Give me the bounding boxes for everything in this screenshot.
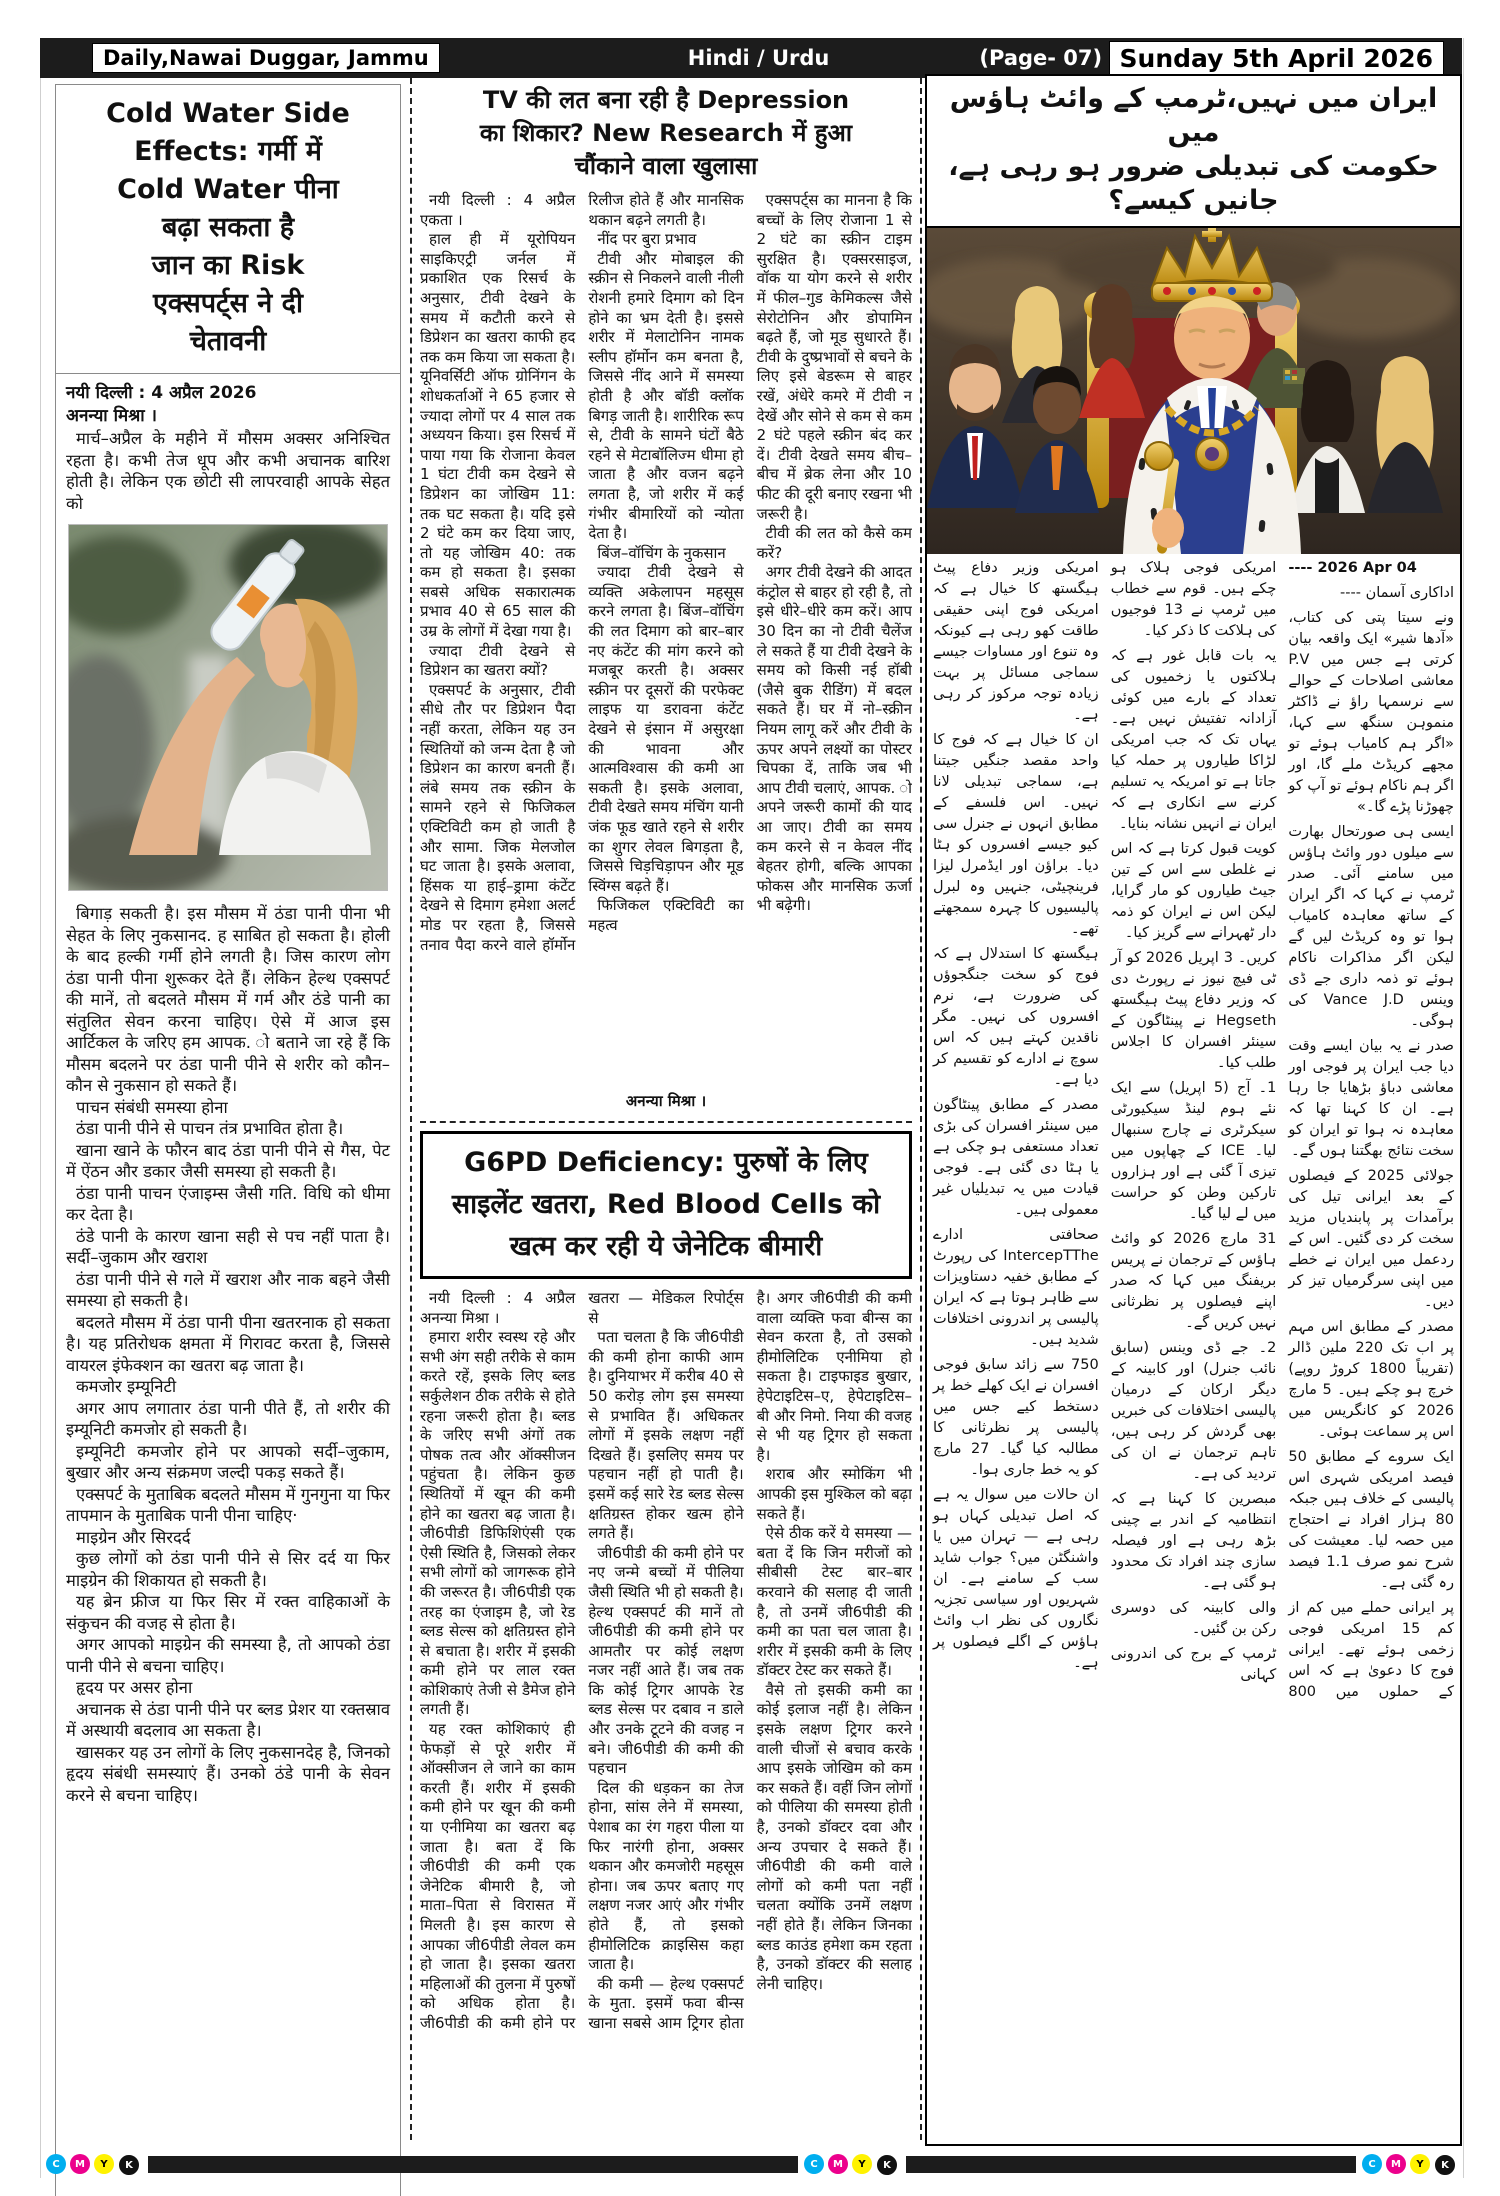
article-urdu-trump	[925, 74, 1462, 2146]
paragraph: पता चलता है कि जी6पीडी की कमी होना काफी आम है। दुनियाभर में करीब 40 से 50 करोड़ लोग इस समस्या से प्रभावित हैं। अधिकतर लोगों में इसके लक्षण नहीं दिखते हैं। इसलिए समय पर पहचान नहीं हो पाती है। इसमें कई सारे रेड ब्लड सेल्स क्षतिग्रस्त होकर खत्म होने लगते हैं।	[588, 1328, 744, 1543]
paragraph: खाना खाने के फौरन बाद ठंडा पानी पीने से गैस, पेट में ऐंठन और डकार जैसी समस्या हो सकती है।	[66, 1140, 390, 1181]
paragraph: جولائی 2025 کے فیصلوں کے بعد ایرانی تیل کی برآمدات پر پابندیاں مزید سخت کر دی گئیں۔ اس کے ردعمل میں ایران نے خطے میں اپنی سرگرمیاں تیز کر دیں۔	[1288, 1168, 1454, 1310]
paragraph: 750 سے زائد سابق فوجی افسران نے ایک کھلے خط پر دستخط کیے جس میں پالیسی پر نظرثانی کا مطالبہ کیا گیا۔ 27 مارچ کو یہ خط جاری ہوا۔	[933, 1357, 1099, 1478]
language-label: Hindi / Urdu	[687, 46, 830, 70]
urdu-dateline: ---- 2026 Apr 04	[1288, 560, 1417, 576]
paragraph: ठंडा पानी पीने से पाचन तंत्र प्रभावित होता है।	[76, 1119, 344, 1138]
paragraph: यह ब्रेन फ्रीज या फिर सिर में रक्त वाहिकाओं के संकुचन की वजह से होता है।	[66, 1592, 390, 1633]
cmyk-marks-left	[46, 2154, 140, 2176]
magenta-mark: M	[1386, 2154, 1406, 2174]
headline-line: चौंकाने वाला खुलासा	[574, 152, 758, 180]
headline-line: TV की लत बना रही है Depression	[482, 86, 850, 114]
paragraph: नींद पर बुरा प्रभाव	[597, 230, 697, 249]
paragraph: ان حالات میں سوال یہ ہے کہ اصل تبدیلی کہاں ہو رہی ہے — تہران میں یا واشنگٹن میں؟ جواب شاید سب کے سامنے ہے۔ ان شہریوں اور سیاسی تجزیہ نگاروں کی نظر اب وائٹ ہاؤس کے اگلے فیصلوں پر ہے۔	[933, 1487, 1099, 1671]
print-bar-right	[906, 2156, 1356, 2173]
paragraph: वैसे तो इसकी कमी का कोई इलाज नहीं है। लेकिन इसके लक्षण ट्रिगर करने वाली चीजों से बचाव करके आप इसके जोखिम को कम कर सकते हैं। वहीं जिन लोगों को पीलिया की समस्या होती है, उनको डॉक्टर दवा और अन्य उपचार दे सकते हैं। जी6पीडी की कमी वाले लोगों को कमी पता नहीं चलता क्योंकि उनमें लक्षण नहीं होते हैं। लेकिन जिनका ब्लड काउंड हमेशा कम रहता है, उनको डॉक्टर की सलाह लेनी चाहिए।	[756, 1680, 912, 1993]
paragraph: ज्यादा टीवी देखने से डिप्रेशन का खतरा क्यों?	[420, 641, 576, 680]
paragraph: नयी दिल्ली : 4 अप्रैल एकता ।	[420, 191, 576, 229]
paragraph: ونے سیتا پتی کی کتاب، «آدھا شیر» ایک واقعہ بیان کرتی ہے جس میں P.V معاشی اصلاحات کے حوالے سے نرسمہا راؤ نے ڈاکٹر منموہن سنگھ سے کہا، «اگر ہم کامیاب ہوئے تو مجھے کریڈٹ ملے گا، اور اگر ہم ناکام ہوئے تو آپ کو چھوڑنا پڑے گا۔»	[1288, 610, 1454, 815]
cold-water-body	[55, 374, 401, 2196]
tv-article-headline	[420, 78, 912, 183]
urdu-headline	[927, 76, 1460, 228]
paragraph: फिजिकल एक्टिविटी का महत्व	[588, 896, 744, 934]
paragraph: کریں۔ 3 اپریل 2026 کو آر ٹی فیچ نیوز نے رپورٹ دی کہ وزیر دفاع پیٹ ہیگستھ Hegseth نے پینٹاگون کے سینئر افسران کا اجلاس طلب کیا۔	[1110, 950, 1277, 1071]
article-cold-water	[55, 84, 401, 2196]
paragraph: इम्यूनिटी कमजोर होने पर आपको सर्दी–जुकाम, बुखार और अन्य संक्रमण जल्दी पकड़ सकते हैं।	[66, 1441, 390, 1482]
paragraph: एक्सपर्ट्स का मानना है कि बच्चों के लिए रोजाना 1 से 2 घंटे का स्क्रीन टाइम सुरक्षित है। एक्सरसाइज, वॉक या योग करने से शरीर में फील–गुड केमिकल्स जैसे सेरोटोनिन और डोपामिन बढ़ते हैं, जो मूड सुधारते हैं। टीवी के दुष्प्रभावों से बचने के लिए इसे बेडरूम से बाहर रखें, अंधेरे कमरे में टीवी न देखें और सोने से कम से कम 2 घंटे पहले स्क्रीन बंद कर दें। टीवी देखते समय बीच–बीच में ब्रेक लेना और 10 फीट की दूरी बनाए रखना भी जरूरी है।	[756, 191, 912, 523]
tv-article-columns	[420, 191, 912, 1091]
paragraph: مبصرین کا کہنا ہے کہ انتظامیہ کے اندر بے چینی بڑھ رہی ہے اور فیصلہ سازی چند افراد تک محدود ہو گئی ہے۔	[1110, 1491, 1277, 1591]
print-marks-row	[40, 2152, 1462, 2178]
photo-trump-as-king	[927, 228, 1460, 554]
cyan-mark: C	[1362, 2154, 1382, 2174]
paragraph: والی کابینہ کی دوسری رکن بن گئیں۔	[1110, 1600, 1277, 1637]
paragraph: 1۔ آج (5 اپریل) سے ایک نئے ہوم لینڈ سیکیورٹی سیکرٹری نے چارج سنبھال لیا۔ ICE کے چھاپوں میں تیزی آ گئی ہے اور ہزاروں تارکین وطن کو حراست میں لے لیا گیا۔	[1110, 1080, 1277, 1222]
g6pd-columns	[420, 1289, 912, 2117]
paragraph: ठंडा पानी पाचन एंजाइम्स जैसी गति. विधि को धीमा कर देता है।	[66, 1183, 390, 1224]
masthead-bar	[40, 38, 1462, 78]
paragraph: कमजोर इम्यूनिटी	[76, 1377, 177, 1396]
paragraph: पाचन संबंधी समस्या होना	[76, 1097, 228, 1117]
magenta-mark: M	[70, 2154, 90, 2174]
paragraph: کویت قبول کرتا ہے کہ اس نے غلطی سے اس کے تین جیٹ طیاروں کو مار گرایا، لیکن اس نے ایران کو ذمہ دار ٹھہرانے سے گریز کیا۔	[1110, 841, 1277, 941]
issue-date: Sunday 5th April 2026	[1109, 41, 1444, 76]
paragraph: हृदय पर असर होना	[76, 1678, 193, 1697]
black-mark: K	[1434, 2154, 1456, 2176]
paragraph: खासकर यह उन लोगों के लिए नुकसानदेह है, जिनको हृदय संबंधी समस्याएं हैं। उनको ठंडे पानी के सेवन करने से बचना चाहिए।	[66, 1742, 390, 1805]
g6pd-headline	[420, 1131, 912, 1279]
paragraph: ایک سروے کے مطابق 50 فیصد امریکی شہری اس پالیسی کے خلاف ہیں جبکہ 80 ہزار افراد نے احتجاج میں حصہ لیا۔ معیشت کی شرح نمو صرف 1.1 فیصد رہ گئی ہے۔	[1288, 1449, 1454, 1591]
author: अनन्या मिश्रा ।	[66, 406, 157, 426]
paragraph: अगर टीवी देखने की आदत कंट्रोल से बाहर हो रही है, तो इसे धीरे–धीरे कम करें। आप 30 दिन का नो टीवी चैलेंज ले सकते हैं या टीवी देखने के समय को किसी नई हॉबी (जैसे बुक रीडिंग) में बदल सकते हैं। घर में नो–स्क्रीन नियम लागू करें और टीवी के ऊपर अपने लक्ष्यों का पोस्टर चिपका दें, ताकि जब भी आप टीवी चलाएं, आपक. ो अपने जरूरी कामों की याद आ जाए। टीवी का समय कम करने से न केवल नींद बेहतर होगी, बल्कि आपका फोकस और मानसिक ऊर्जा भी बढ़ेगी।	[756, 563, 912, 915]
headline-line: एक्सपर्ट्स ने दी	[152, 288, 304, 319]
headline-line: Cold Water पीना	[117, 174, 339, 205]
paragraph: माइग्रेन और सिरदर्द	[76, 1527, 191, 1547]
cold-water-paragraphs	[66, 903, 390, 1806]
paragraph: ऐसे ठीक करें ये समस्या — बता दें कि जिन मरीजों को सीबीसी टेस्ट बार–बार करवाने की सलाह दी जाती है, तो उनमें जी6पीडी की कमी का पता चल जाता है। शरीर में इसकी कमी के लिए डॉक्टर टेस्ट कर सकते हैं।	[756, 1524, 912, 1680]
paragraph: ज्यादा टीवी देखने से व्यक्ति अकेलापन महसूस करने लगता है। बिंज–वॉचिंग की लत दिमाग को बार–बार नए कंटेंट की मांग करने को मजबूर करती है। अक्सर स्क्रीन पर दूसरों की परफेक्ट लाइफ या डरावना कंटेंट देखने से इंसान में असुरक्षा की भावना और आत्मविश्वास की कमी आ सकती है। इसके अलावा, टीवी देखते समय मंचिंग यानी जंक फूड खाते रहने से शरीर का शुगर लेवल बिगड़ता है, जिससे चिड़चिड़ापन और मूड स्विंग्स बढ़ते हैं।	[588, 563, 744, 895]
cold-water-headline	[55, 84, 401, 374]
paragraph: 2۔ جے ڈی وینس (سابق نائب جنرل) اور کابینہ کے دیگر ارکان کے درمیان پالیسی اختلافات کی خبریں بھی گردش کر رہی ہیں، تاہم ترجمان نے ان کی تردید کی ہے۔	[1110, 1340, 1277, 1482]
paragraph: की कमी — हेल्थ एक्सपर्ट के मुता. इसमें फवा बीन्स खाना सबसे आम ट्रिगर होता है। अगर जी6पीडी की कमी वाला व्यक्ति फवा बीन्स का सेवन करता है, तो उसको हीमोलिटिक एनीमिया हो सकता है। टाइफाइड बुखार, हेपेटाइटिस–ए, हेपेटाइटिस–बी और निमो. निया की वजह से भी यह ट्रिगर हो सकता है।	[588, 1289, 912, 2032]
headline-line: G6PD Deficiency: पुरुषों के लिए	[464, 1147, 868, 1178]
paragraph: अगर आपको माइग्रेन की समस्या है, तो आपको ठंडा पानी पीने से बचना चाहिए।	[66, 1635, 390, 1676]
tv-article-signoff: अनन्या मिश्रा ।	[625, 1092, 707, 1110]
paragraph: ठंडे पानी के कारण खाना सही से पच नहीं पाता है।सर्दी–जुकाम और खराश	[66, 1226, 390, 1267]
dateline: नयी दिल्ली : 4 अप्रैल 2026	[66, 383, 257, 403]
paragraph: ان کا خیال ہے کہ فوج کا واحد مقصد جنگیں جیتنا ہے، سماجی تبدیلی لانا نہیں۔ اس فلسفے کے مطابق انہوں نے جنرل سی کیو جیسے افسروں کو ہٹا دیا۔ براؤن اور ایڈمرل لیزا فرینچیٹی، جنہیں وہ لبرل پالیسیوں کا چہرہ سمجھتے تھے۔	[933, 732, 1099, 937]
headline-line: Effects: गर्मी में	[134, 136, 322, 167]
print-bar-left	[148, 2156, 798, 2173]
cold-water-intro	[66, 428, 390, 514]
paragraph: ہیگستھ کا استدلال ہے کہ فوج کو سخت جنگجوؤں کی ضرورت ہے، نرم افسروں کی نہیں۔ مگر ناقدین کہتے ہیں کہ اس سوچ نے ادارے کو تقسیم کر دیا ہے۔	[933, 946, 1099, 1088]
cmyk-marks-center	[804, 2154, 898, 2176]
paragraph: हमारा शरीर स्वस्थ रहे और सभी अंग सही तरीके से काम करते रहें, इसके लिए ब्लड सर्कुलेशन ठीक तरीके से होते रहना जरूरी होता है। ब्लड के जरिए सभी अंगों तक पोषक तत्व और ऑक्सीजन पहुंचता है। लेकिन कुछ स्थितियों में खून की कमी होने का खतरा बढ़ जाता है। जी6पीडी डिफिशिएंसी एक ऐसी स्थिति है, जिसको लेकर सभी लोगों को जागरूक होने की जरूरत है। जी6पीडी एक तरह का एंजाइम है, जो रेड ब्लड सेल्स को क्षतिग्रस्त होने से बचाता है। शरीर में इसकी कमी होने पर लाल रक्त कोशिकाएं तेजी से डैमेज होने लगती हैं।	[420, 1328, 576, 1719]
article-divider	[420, 1121, 912, 1123]
yellow-mark: Y	[852, 2154, 872, 2174]
headline-line: साइलेंट खतरा, Red Blood Cells को	[451, 1189, 881, 1220]
yellow-mark: Y	[94, 2154, 114, 2174]
paragraph: एक्सपर्ट के मुताबिक बदलते मौसम में गुनगुना या फिर तापमान के मुताबिक पानी पीना चाहिए·	[66, 1484, 390, 1525]
paragraph: कुछ लोगों को ठंडा पानी पीने से सिर दर्द या फिर माइग्रेन की शिकायत हो सकती है।	[66, 1549, 390, 1590]
photo-woman-drinking-water	[68, 524, 388, 891]
paragraph: امریکی وزیر دفاع پیٹ ہیگستھ کا خیال ہے کہ امریکی فوج اپنی حقیقی طاقت کھو رہی ہے کیونکہ وہ تنوع اور مساوات جیسے سماجی مسائل پر بہت زیادہ توجہ مرکوز کر رہی ہے۔	[933, 560, 1099, 723]
paragraph: 31 مارچ 2026 کو وائٹ ہاؤس کے ترجمان نے پریس بریفنگ میں کہا کہ صدر اپنے فیصلوں پر نظرثانی نہیں کریں گے۔	[1110, 1231, 1277, 1331]
paragraph: मार्च–अप्रैल के महीने में मौसम अक्सर अनिश्चित रहता है। कभी तेज धूप और कभी अचानक बारिश होती है। लेकिन एक छोटी सी लापरवाही आपके सेहत को	[66, 429, 390, 513]
paragraph: ایسی ہی صورتحال بھارت سے میلوں دور وائٹ ہاؤس میں سامنے آئی۔ صدر ٹرمپ نے کہا کہ اگر ایران کے ساتھ معاہدہ کامیاب ہوا تو وہ کریڈٹ لیں گے لیکن اگر مذاکرات ناکام ہوئے تو ذمہ داری جے ڈی وینس Vance J.D کی ہوگی۔	[1288, 824, 1454, 1029]
magenta-mark: M	[828, 2154, 848, 2174]
paragraph: अगर आप लगातार ठंडा पानी पीते हैं, तो शरीर की इम्यूनिटी कमजोर हो सकती है।	[66, 1398, 390, 1439]
headline-line: जान का Risk	[151, 250, 305, 281]
headline-line: बढ़ा सकता है	[161, 212, 295, 243]
cmyk-marks-right	[1362, 2154, 1456, 2176]
paragraph: مصدر کے مطابق اس مہم پر اب تک 220 ملین ڈالر (تقریباً 1800 کروڑ روپے) خرچ ہو چکے ہیں۔ 5 مارچ 2026 کو کانگریس میں اس پر سماعت ہوئی۔	[1288, 1319, 1455, 1440]
paragraph: ٹرمپ کے برج کی اندرونی کہانی	[1110, 1646, 1277, 1683]
yellow-mark: Y	[1410, 2154, 1430, 2174]
paragraph: यह रक्त कोशिकाएं ही फेफड़ों से पूरे शरीर में ऑक्सीजन ले जाने का काम करती हैं। शरीर में इसकी कमी होने पर खून की कमी या एनीमिया का खतरा बढ़ जाता है। बता दें कि जी6पीडी की कमी एक जेनेटिक बीमारी है, जो माता–पिता से विरासत में मिलती है। इस कारण से आपका जी6पीडी लेवल कम हो जाता है। इसका खतरा महिलाओं की तुलना में पुरुषों को अधिक होता है। जी6पीडी की कमी होने पर खतरा — मेडिकल रिपोर्ट्स से	[420, 1289, 744, 2032]
headline-line: ایران میں نہیں،ٹرمپ کے وائٹ ہاؤس میں	[949, 83, 1438, 148]
paragraph: پر ایرانی حملے میں کم از کم 15 امریکی فوجی زخمی ہوئے تھے۔ ایرانی فوج کا دعویٰ ہے کہ اس کے حملوں میں 800 امریکی فوجی ہلاک ہو چکے ہیں۔ قوم سے خطاب میں ٹرمپ نے 13 فوجیوں کی ہلاکت کا ذکر کیا۔	[1110, 560, 1454, 1700]
paragraph: बिंज–वॉचिंग के नुकसान	[597, 543, 726, 562]
middle-articles	[410, 78, 922, 2140]
paragraph: बदलते मौसम में ठंडा पानी पीना खतरनाक हो सकता है। यह प्रतिरोधक क्षमता में गिरावट करता है, जिससे वायरल इंफेक्शन का खतरा बढ़ जाता है।	[66, 1312, 390, 1375]
paragraph: टीवी की लत को कैसे कम करें?	[756, 524, 912, 562]
black-mark: K	[118, 2154, 140, 2176]
paragraph: अचानक से ठंडा पानी पीने पर ब्लड प्रेशर या रक्तस्राव में अस्थायी बदलाव आ सकता है।	[66, 1699, 390, 1740]
urdu-columns	[927, 558, 1460, 2188]
paragraph: दिल की धड़कन का तेज होना, सांस लेने में समस्या, पेशाब का रंग गहरा पीला या फिर नारंगी होना, अक्सर थकान और कमजोरी महसूस होना। जब ऊपर बताए गए लक्षण नजर आएं और गंभीर होते हैं, तो इसको हीमोलिटिक क्राइसिस कहा जाता है।	[588, 1778, 744, 1974]
page-number: (Page- 07)	[979, 46, 1103, 70]
headline-line: खत्म कर रही ये जेनेटिक बीमारी	[509, 1231, 823, 1262]
paragraph: مصدر کے مطابق پینٹاگون میں سینئر افسران کی بڑی تعداد مستعفی ہو چکی ہے یا ہٹا دی گئی ہے۔ فوجی قیادت میں یہ تبدیلیاں غیر معمولی ہیں۔	[933, 1097, 1099, 1218]
paragraph: एक्सपर्ट के अनुसार, टीवी सीधे तौर पर डिप्रेशन पैदा नहीं करता, लेकिन यह उन स्थितियों को जन्म देता है जो डिप्रेशन का कारण बनती हैं। लंबे समय तक स्क्रीन के सामने रहने से फिजिकल एक्टिविटी कम हो जाती है और सामा. जिक मेलजोल घट जाता है। इसके अलावा, हिंसक या हाई–ड्रामा कंटेंट देखने से दिमाग हमेशा अलर्ट मोड पर रहता है, जिससे तनाव पैदा करने वाले हॉर्मोन रिलीज होते हैं और मानसिक थकान बढ़ने लगती है।	[420, 191, 744, 954]
cyan-mark: C	[804, 2154, 824, 2174]
paragraph: یہ بات قابل غور ہے کہ ہلاکتوں یا زخمیوں کی تعداد کے بارے میں کوئی آزادانہ تفتیش نہیں ہے۔ یہاں تک کہ جب امریکی لڑاکا طیاروں پر حملہ کیا جاتا ہے تو امریکہ یہ تسلیم کرنے سے انکاری ہے کہ ایران نے انہیں نشانہ بنایا۔	[1110, 648, 1277, 832]
paragraph: टीवी और मोबाइल की स्क्रीन से निकलने वाली नीली रोशनी हमारे दिमाग को दिन होने का भ्रम देती है। इससे शरीर में मेलाटोनिन नामक स्लीप हॉर्मोन कम बनता है, जिससे नींद आने में समस्या होती है और बॉडी क्लॉक बिगड़ जाती है। शारीरिक रूप से, टीवी के सामने घंटों बैठे रहने से मेटाबॉलिज्म धीमा हो जाता है और वजन बढ़ने लगता है, जो शरीर में कई गंभीर बीमारियों को न्योता देता है।	[588, 249, 744, 543]
paragraph: اداکاری آسمان ----	[1340, 585, 1454, 601]
headline-line: Cold Water Side	[106, 98, 350, 129]
headline-line: का शिकार? New Research में हुआ	[479, 119, 853, 147]
headline-line: حکومت کی تبدیلی ضرور ہو رہی ہے، جانیں کیسے؟	[948, 151, 1439, 216]
paragraph: ठंडा पानी पीने से गले में खराश और नाक बहने जैसी समस्या हो सकती है।	[66, 1269, 390, 1310]
cyan-mark: C	[46, 2154, 66, 2174]
paragraph: जी6पीडी की कमी होने पर नए जन्मे बच्चों में पीलिया जैसी स्थिति भी हो सकती है। हेल्थ एक्सपर्ट की मानें तो जी6पीडी की कमी होने पर आमतौर पर कोई लक्षण नजर नहीं आते हैं। जब तक कि कोई ट्रिगर आपके रेड ब्लड सेल्स पर दबाव न डाले और उनके टूटने की वजह न बने। जी6पीडी की कमी की पहचान	[588, 1543, 744, 1778]
paragraph: शराब और स्मोकिंग भी आपकी इस मुश्किल को बढ़ा सकते हैं।	[756, 1465, 912, 1523]
black-mark: K	[876, 2154, 898, 2176]
paragraph: नयी दिल्ली : 4 अप्रैल अनन्या मिश्रा ।	[420, 1289, 576, 1327]
paragraph: बिगाड़ सकती है। इस मौसम में ठंडा पानी पीना भी सेहत के लिए नुकसानद. ह साबित हो सकता है। होली के बाद हल्की गर्मी होने लगती है। जिस कारण लोग ठंडा पानी पीना शुरूकर देते हैं। लेकिन हेल्थ एक्सपर्ट की मानें, तो बदलते मौसम में गर्म और ठंडे पानी का संतुलित सेवन करना चाहिए। ऐसे में आज इस आर्टिकल के जरिए हम आपक. ो बताने जा रहे हैं कि मौसम बदलने पर ठंडा पानी पीने से शरीर को कौन–कौन से नुकसान हो सकते हैं।	[66, 904, 390, 1095]
headline-line: चेतावनी	[189, 326, 267, 357]
paragraph: صحافتی ادارے IntercepTThe کی رپورٹ کے مطابق خفیہ دستاویزات سے ظاہر ہوتا ہے کہ ایران پالیسی پر اندرونی اختلافات شدید ہیں۔	[933, 1227, 1099, 1348]
paper-title: Daily,Nawai Duggar, Jammu	[92, 43, 440, 73]
paragraph: صدر نے یہ بیان ایسے وقت دیا جب ایران پر فوجی اور معاشی دباؤ بڑھایا جا رہا ہے۔ ان کا کہنا تھا کہ معاہدہ نہ ہوا تو ایران کو سخت نتائج بھگتنا ہوں گے۔	[1288, 1038, 1454, 1159]
paragraph: हाल ही में यूरोपियन साइकिएट्री जर्नल में प्रकाशित एक रिसर्च के अनुसार, टीवी देखने के समय में कटौती करने से डिप्रेशन का खतरा काफी हद तक कम किया जा सकता है। यूनिवर्सिटी ऑफ ग्रोनिंगन के शोधकर्ताओं ने 65 हजार से ज्यादा लोगों पर 4 साल तक अध्ययन किया। इस रिसर्च में पाया गया कि रोजाना केवल 1 घंटा टीवी कम देखने से डिप्रेशन का जोखिम 11: तक घट सकता है। यदि इसे 2 घंटे कम कर दिया जाए, तो यह जोखिम 40: तक कम हो सकता है। इसका सबसे अधिक सकारात्मक प्रभाव 40 से 65 साल की उम्र के लोगों में देखा गया है।	[420, 230, 576, 641]
